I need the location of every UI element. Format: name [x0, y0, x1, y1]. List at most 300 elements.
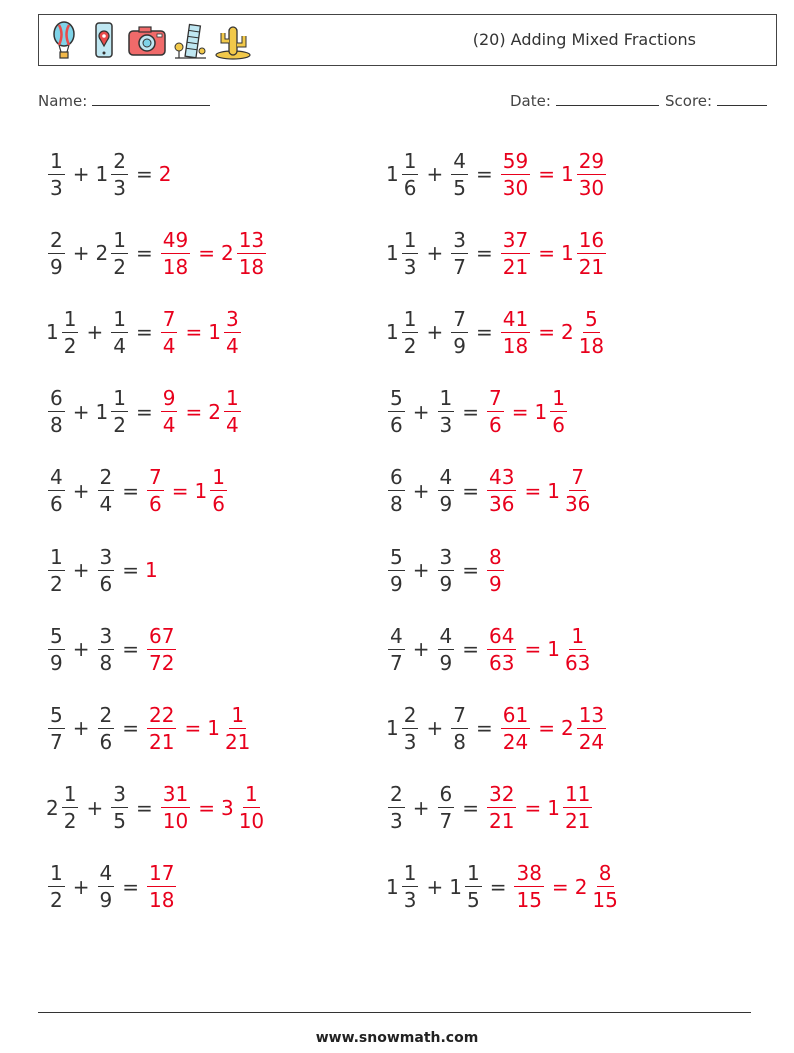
plus-sign: + — [412, 637, 430, 662]
addend-b-whole: 1 — [95, 162, 109, 186]
addend-b-fraction — [111, 386, 128, 438]
answer — [159, 386, 180, 438]
answer-numerator: 1 — [231, 702, 245, 727]
addend-a-fraction — [48, 227, 65, 279]
score-label: Score: — [665, 92, 713, 110]
answer — [220, 782, 268, 834]
addend-b-numerator: 2 — [99, 702, 113, 727]
answer-denominator: 18 — [149, 888, 175, 913]
score-field[interactable] — [665, 92, 767, 110]
equals-sign: = — [475, 162, 493, 186]
equals-sign: = — [462, 399, 479, 424]
addend-a-denominator: 8 — [390, 492, 403, 517]
addend-b-whole: 1 — [449, 874, 462, 899]
plus-sign: + — [412, 558, 430, 582]
equals-sign: = — [475, 241, 493, 266]
addend-a-denominator: 2 — [50, 571, 63, 596]
addend-a-denominator: 6 — [50, 492, 63, 517]
answer-denominator: 4 — [225, 413, 239, 438]
addend-a-fraction — [48, 148, 65, 200]
addend-a-whole: 1 — [386, 241, 399, 266]
answer-whole: 1 — [560, 241, 574, 266]
answer-whole: 1 — [194, 478, 208, 503]
addend-a-denominator: 2 — [50, 888, 63, 913]
answer-fraction — [487, 386, 504, 438]
cactus-icon — [213, 21, 253, 61]
answer-numerator: 38 — [516, 861, 542, 886]
addend-b-whole: 2 — [95, 241, 109, 266]
answer-whole: 3 — [220, 795, 234, 820]
answer-fraction — [563, 782, 592, 834]
answer-numerator: 16 — [578, 227, 605, 252]
answer-numerator: 37 — [502, 227, 529, 252]
addend-a-fraction — [48, 702, 65, 754]
answer — [159, 782, 192, 834]
footer-url: www.snowmath.com — [315, 1030, 479, 1046]
addend-a-whole: 1 — [386, 162, 399, 186]
addend-b-numerator: 1 — [113, 227, 126, 252]
addend-b-fraction — [98, 465, 115, 517]
answer-numerator: 67 — [149, 623, 175, 648]
problem-item — [46, 144, 172, 204]
addend-a-fraction — [48, 465, 65, 517]
addend-a-numerator: 1 — [403, 227, 417, 252]
addend-a-denominator: 9 — [50, 254, 63, 279]
answer-numerator: 13 — [238, 227, 265, 252]
addend-a-denominator: 3 — [403, 254, 417, 279]
addend-b-fraction — [438, 782, 455, 834]
addend-b-numerator: 3 — [439, 544, 453, 569]
addend-a-whole: 1 — [386, 716, 399, 741]
problem-item — [386, 302, 608, 362]
addend-a-numerator: 1 — [403, 861, 417, 886]
answer-fraction — [161, 782, 190, 834]
answer-denominator: 63 — [489, 650, 515, 675]
plus-sign: + — [72, 241, 90, 266]
answer-fraction — [147, 465, 164, 517]
answer-denominator: 30 — [502, 175, 529, 200]
answer — [499, 227, 532, 279]
answer-fraction — [501, 306, 530, 358]
answer-fraction — [487, 465, 516, 517]
answer-denominator: 18 — [162, 254, 189, 279]
answer — [485, 465, 518, 517]
addend-b-fraction — [465, 861, 482, 913]
plus-sign: + — [426, 874, 444, 899]
addend-b-denominator: 8 — [453, 729, 466, 754]
answer-numerator: 41 — [502, 306, 529, 331]
answer-whole: 1 — [145, 558, 158, 582]
answer-denominator: 72 — [149, 650, 175, 675]
problem-item — [386, 619, 594, 679]
score-blank[interactable] — [717, 93, 767, 106]
answer-whole: 1 — [208, 320, 221, 345]
answer-fraction — [147, 702, 176, 754]
problem-item — [46, 857, 178, 917]
hot-air-balloon-icon — [47, 21, 81, 61]
addend-a-fraction — [388, 782, 405, 834]
answer-numerator: 8 — [489, 544, 502, 569]
addend-a-numerator: 1 — [50, 544, 63, 569]
answer — [512, 861, 545, 913]
addend-a-denominator: 2 — [403, 333, 417, 358]
phone-map-pin-icon — [87, 21, 121, 61]
answer-numerator: 1 — [225, 386, 239, 411]
answer-fraction — [161, 227, 190, 279]
equals-sign: = — [538, 241, 555, 266]
answer-numerator: 8 — [598, 861, 612, 886]
answer-fraction — [577, 227, 606, 279]
addend-b-numerator: 2 — [99, 465, 113, 490]
problem-item — [46, 302, 243, 362]
addend-b-numerator: 7 — [453, 306, 466, 331]
answer — [208, 306, 242, 358]
addend-b-fraction — [451, 306, 468, 358]
equals-sign: = — [462, 795, 479, 820]
answer-numerator: 22 — [149, 702, 175, 727]
answer-fraction — [563, 623, 592, 675]
answer-whole: 2 — [560, 320, 574, 345]
equals-sign: = — [135, 795, 153, 820]
equals-sign: = — [135, 241, 153, 266]
equals-sign: = — [475, 320, 493, 345]
answer-numerator: 61 — [502, 702, 529, 727]
answer-fraction — [487, 782, 516, 834]
answer-denominator: 6 — [489, 413, 502, 438]
equals-sign: = — [185, 320, 203, 345]
answer-numerator: 59 — [502, 148, 529, 173]
answer-denominator: 21 — [224, 729, 251, 754]
addend-a-numerator: 1 — [403, 306, 417, 331]
addend-b-fraction — [438, 623, 455, 675]
answer-fraction — [161, 386, 178, 438]
addend-a-whole: 1 — [46, 320, 59, 345]
addend-b-denominator: 9 — [453, 333, 466, 358]
leaning-tower-icon — [173, 21, 207, 61]
answer-fraction — [161, 306, 178, 358]
addend-a-numerator: 4 — [390, 623, 403, 648]
answer — [499, 148, 532, 200]
answer-whole: 2 — [208, 399, 221, 424]
equals-sign: = — [198, 241, 215, 266]
addend-b-numerator: 1 — [113, 386, 126, 411]
addend-a-fraction — [402, 861, 419, 913]
answer — [499, 702, 532, 754]
answer — [547, 465, 594, 517]
addend-a-fraction — [62, 782, 79, 834]
addend-a-numerator: 4 — [50, 465, 63, 490]
answer-numerator: 5 — [585, 306, 598, 331]
answer-fraction — [487, 544, 504, 596]
addend-b-fraction — [451, 148, 468, 200]
equals-sign: = — [122, 637, 139, 662]
answer-denominator: 24 — [502, 729, 529, 754]
addend-a-whole: 2 — [46, 795, 59, 820]
addend-a-fraction — [388, 386, 405, 438]
plus-sign: + — [72, 399, 90, 424]
problem-item — [386, 382, 569, 442]
addend-a-numerator: 1 — [63, 306, 77, 331]
equals-sign: = — [462, 558, 479, 582]
answer — [534, 386, 569, 438]
addend-a-denominator: 3 — [50, 175, 63, 200]
answer-denominator: 15 — [516, 888, 542, 913]
answer — [145, 702, 178, 754]
equals-sign: = — [538, 716, 555, 741]
answer-whole: 1 — [534, 399, 548, 424]
addend-a-denominator: 6 — [403, 175, 417, 200]
problem-item — [46, 382, 243, 442]
answer-denominator: 21 — [149, 729, 175, 754]
addend-b-denominator: 5 — [466, 888, 480, 913]
addend-a-denominator: 9 — [390, 571, 403, 596]
answer-fraction — [577, 702, 606, 754]
answer-denominator: 6 — [149, 492, 162, 517]
answer-fraction — [501, 227, 530, 279]
equals-sign: = — [538, 320, 555, 345]
addend-a-fraction — [402, 702, 419, 754]
equals-sign: = — [462, 478, 479, 503]
camera-icon — [127, 21, 167, 61]
answer-fraction — [210, 465, 227, 517]
addend-b-fraction — [111, 148, 128, 200]
plus-sign: + — [72, 162, 90, 186]
addend-b-denominator: 9 — [99, 888, 113, 913]
answer-numerator: 7 — [162, 306, 176, 331]
equals-sign: = — [524, 637, 542, 662]
answer-fraction — [577, 148, 606, 200]
plus-sign: + — [72, 874, 90, 899]
answer-fraction — [563, 465, 592, 517]
equals-sign: = — [122, 716, 139, 741]
answer-numerator: 1 — [552, 386, 565, 411]
equals-sign: = — [462, 637, 479, 662]
answer-fraction — [237, 782, 266, 834]
addend-b-fraction — [111, 306, 128, 358]
addend-b-denominator: 9 — [439, 571, 453, 596]
addend-b-denominator: 6 — [99, 571, 113, 596]
answer-denominator: 4 — [162, 413, 176, 438]
answer-fraction — [223, 702, 252, 754]
answer — [145, 861, 178, 913]
answer-fraction — [487, 623, 516, 675]
plus-sign: + — [72, 637, 90, 662]
name-label: Name: — [38, 92, 88, 110]
date-blank[interactable] — [556, 93, 659, 106]
answer-denominator: 21 — [564, 809, 591, 834]
addend-a-denominator: 7 — [390, 650, 403, 675]
answer-denominator: 21 — [489, 809, 515, 834]
addend-b-fraction — [451, 702, 468, 754]
addend-a-numerator: 1 — [50, 148, 63, 173]
answer-whole: 1 — [547, 478, 560, 503]
addend-b-fraction — [98, 702, 115, 754]
answer-numerator: 17 — [149, 861, 175, 886]
addend-a-fraction — [48, 544, 65, 596]
answer-denominator: 18 — [502, 333, 529, 358]
answer-denominator: 15 — [592, 888, 618, 913]
date-field[interactable] — [510, 92, 659, 110]
addend-b-numerator: 3 — [99, 623, 113, 648]
problem-item — [46, 698, 254, 758]
plus-sign: + — [72, 558, 90, 582]
addend-b-denominator: 2 — [113, 413, 126, 438]
addend-b-denominator: 7 — [439, 809, 453, 834]
addend-b-fraction — [438, 386, 455, 438]
worksheet-header — [38, 14, 777, 66]
addend-a-fraction — [388, 544, 405, 596]
answer-fraction — [501, 148, 530, 200]
answer-numerator: 64 — [489, 623, 515, 648]
worksheet-title: (20) Adding Mixed Fractions — [472, 30, 696, 49]
addend-a-numerator: 1 — [50, 861, 63, 886]
problem-item — [386, 540, 506, 600]
problem-item — [46, 540, 159, 600]
equals-sign: = — [135, 162, 153, 186]
addend-b-numerator: 1 — [113, 306, 126, 331]
problem-item — [386, 778, 594, 838]
answer — [207, 702, 254, 754]
equals-sign: = — [122, 558, 139, 582]
addend-a-numerator: 5 — [390, 544, 403, 569]
answer-denominator: 10 — [238, 809, 265, 834]
answer-denominator: 10 — [162, 809, 189, 834]
answer — [220, 227, 268, 279]
addend-b-numerator: 7 — [453, 702, 466, 727]
problem-item — [46, 223, 268, 283]
footer-divider — [38, 1012, 751, 1013]
addend-a-numerator: 6 — [50, 386, 63, 411]
problem-item — [386, 461, 594, 521]
answer — [560, 227, 608, 279]
answer — [208, 386, 242, 438]
name-blank[interactable] — [92, 93, 210, 106]
answer-whole: 1 — [547, 637, 560, 662]
answer-numerator: 7 — [149, 465, 162, 490]
plus-sign: + — [72, 478, 90, 503]
name-field[interactable] — [38, 92, 210, 110]
addend-b-numerator: 1 — [439, 386, 453, 411]
plus-sign: + — [426, 716, 444, 741]
answer-denominator: 36 — [489, 492, 515, 517]
answer — [574, 861, 622, 913]
addend-a-fraction — [388, 623, 405, 675]
plus-sign: + — [412, 795, 430, 820]
addend-b-whole: 1 — [95, 399, 109, 424]
addend-b-fraction — [438, 544, 455, 596]
addend-a-numerator: 5 — [50, 702, 63, 727]
answer-numerator: 49 — [162, 227, 189, 252]
addend-a-whole: 1 — [386, 320, 399, 345]
plus-sign: + — [412, 399, 430, 424]
answer-denominator: 6 — [212, 492, 225, 517]
addend-a-fraction — [402, 227, 419, 279]
answer — [547, 782, 594, 834]
addend-a-numerator: 2 — [403, 702, 417, 727]
addend-a-denominator: 2 — [63, 333, 77, 358]
answer-numerator: 9 — [162, 386, 176, 411]
answer-numerator: 3 — [225, 306, 239, 331]
equals-sign: = — [524, 795, 542, 820]
answer — [159, 306, 180, 358]
addend-b-numerator: 4 — [99, 861, 113, 886]
answer — [194, 465, 229, 517]
answer-numerator: 7 — [571, 465, 585, 490]
answer — [159, 227, 192, 279]
answer-denominator: 9 — [489, 571, 502, 596]
answer-numerator: 29 — [578, 148, 605, 173]
answer — [499, 306, 532, 358]
addend-a-fraction — [402, 306, 419, 358]
addend-b-fraction — [451, 227, 468, 279]
answer-fraction — [224, 386, 241, 438]
addend-b-denominator: 4 — [113, 333, 126, 358]
addend-b-numerator: 3 — [99, 544, 113, 569]
equals-sign: = — [524, 478, 542, 503]
answer-denominator: 21 — [502, 254, 529, 279]
addend-b-fraction — [438, 465, 455, 517]
addend-a-fraction — [48, 623, 65, 675]
addend-b-denominator: 9 — [439, 492, 453, 517]
answer-denominator: 4 — [225, 333, 239, 358]
addend-b-denominator: 7 — [453, 254, 466, 279]
answer-numerator: 7 — [489, 386, 502, 411]
addend-b-numerator: 3 — [113, 782, 126, 807]
answer-fraction — [147, 861, 176, 913]
answer-numerator: 32 — [489, 782, 515, 807]
answer-denominator: 21 — [578, 254, 605, 279]
answer-denominator: 18 — [238, 254, 265, 279]
equals-sign: = — [198, 795, 215, 820]
plus-sign: + — [412, 478, 430, 503]
answer-whole: 1 — [207, 716, 220, 741]
answer-whole: 1 — [547, 795, 560, 820]
addend-b-numerator: 4 — [453, 148, 466, 173]
answer-fraction — [501, 702, 530, 754]
answer-numerator: 31 — [162, 782, 189, 807]
answer-denominator: 4 — [162, 333, 176, 358]
answer-denominator: 6 — [552, 413, 565, 438]
addend-b-numerator: 6 — [439, 782, 453, 807]
addend-a-fraction — [48, 386, 65, 438]
problem-item — [386, 698, 608, 758]
equals-sign: = — [475, 716, 493, 741]
answer — [485, 544, 506, 596]
addend-b-fraction — [98, 623, 115, 675]
addend-a-numerator: 5 — [390, 386, 403, 411]
plus-sign: + — [426, 320, 444, 345]
answer-numerator: 13 — [578, 702, 605, 727]
plus-sign: + — [426, 162, 444, 186]
answer-fraction — [590, 861, 619, 913]
equals-sign: = — [551, 874, 569, 899]
problem-item — [46, 619, 178, 679]
answer-whole: 2 — [574, 874, 588, 899]
plus-sign: + — [86, 320, 104, 345]
addend-a-fraction — [62, 306, 79, 358]
addend-b-denominator: 5 — [453, 175, 466, 200]
addend-b-numerator: 4 — [439, 623, 453, 648]
answer-whole: 2 — [560, 716, 574, 741]
date-label: Date: — [510, 92, 551, 110]
addend-a-numerator: 2 — [50, 227, 63, 252]
equals-sign: = — [185, 399, 203, 424]
answer-fraction — [224, 306, 241, 358]
plus-sign: + — [86, 795, 104, 820]
addend-a-fraction — [48, 861, 65, 913]
header-icons — [47, 21, 253, 61]
addend-b-denominator: 3 — [113, 175, 126, 200]
